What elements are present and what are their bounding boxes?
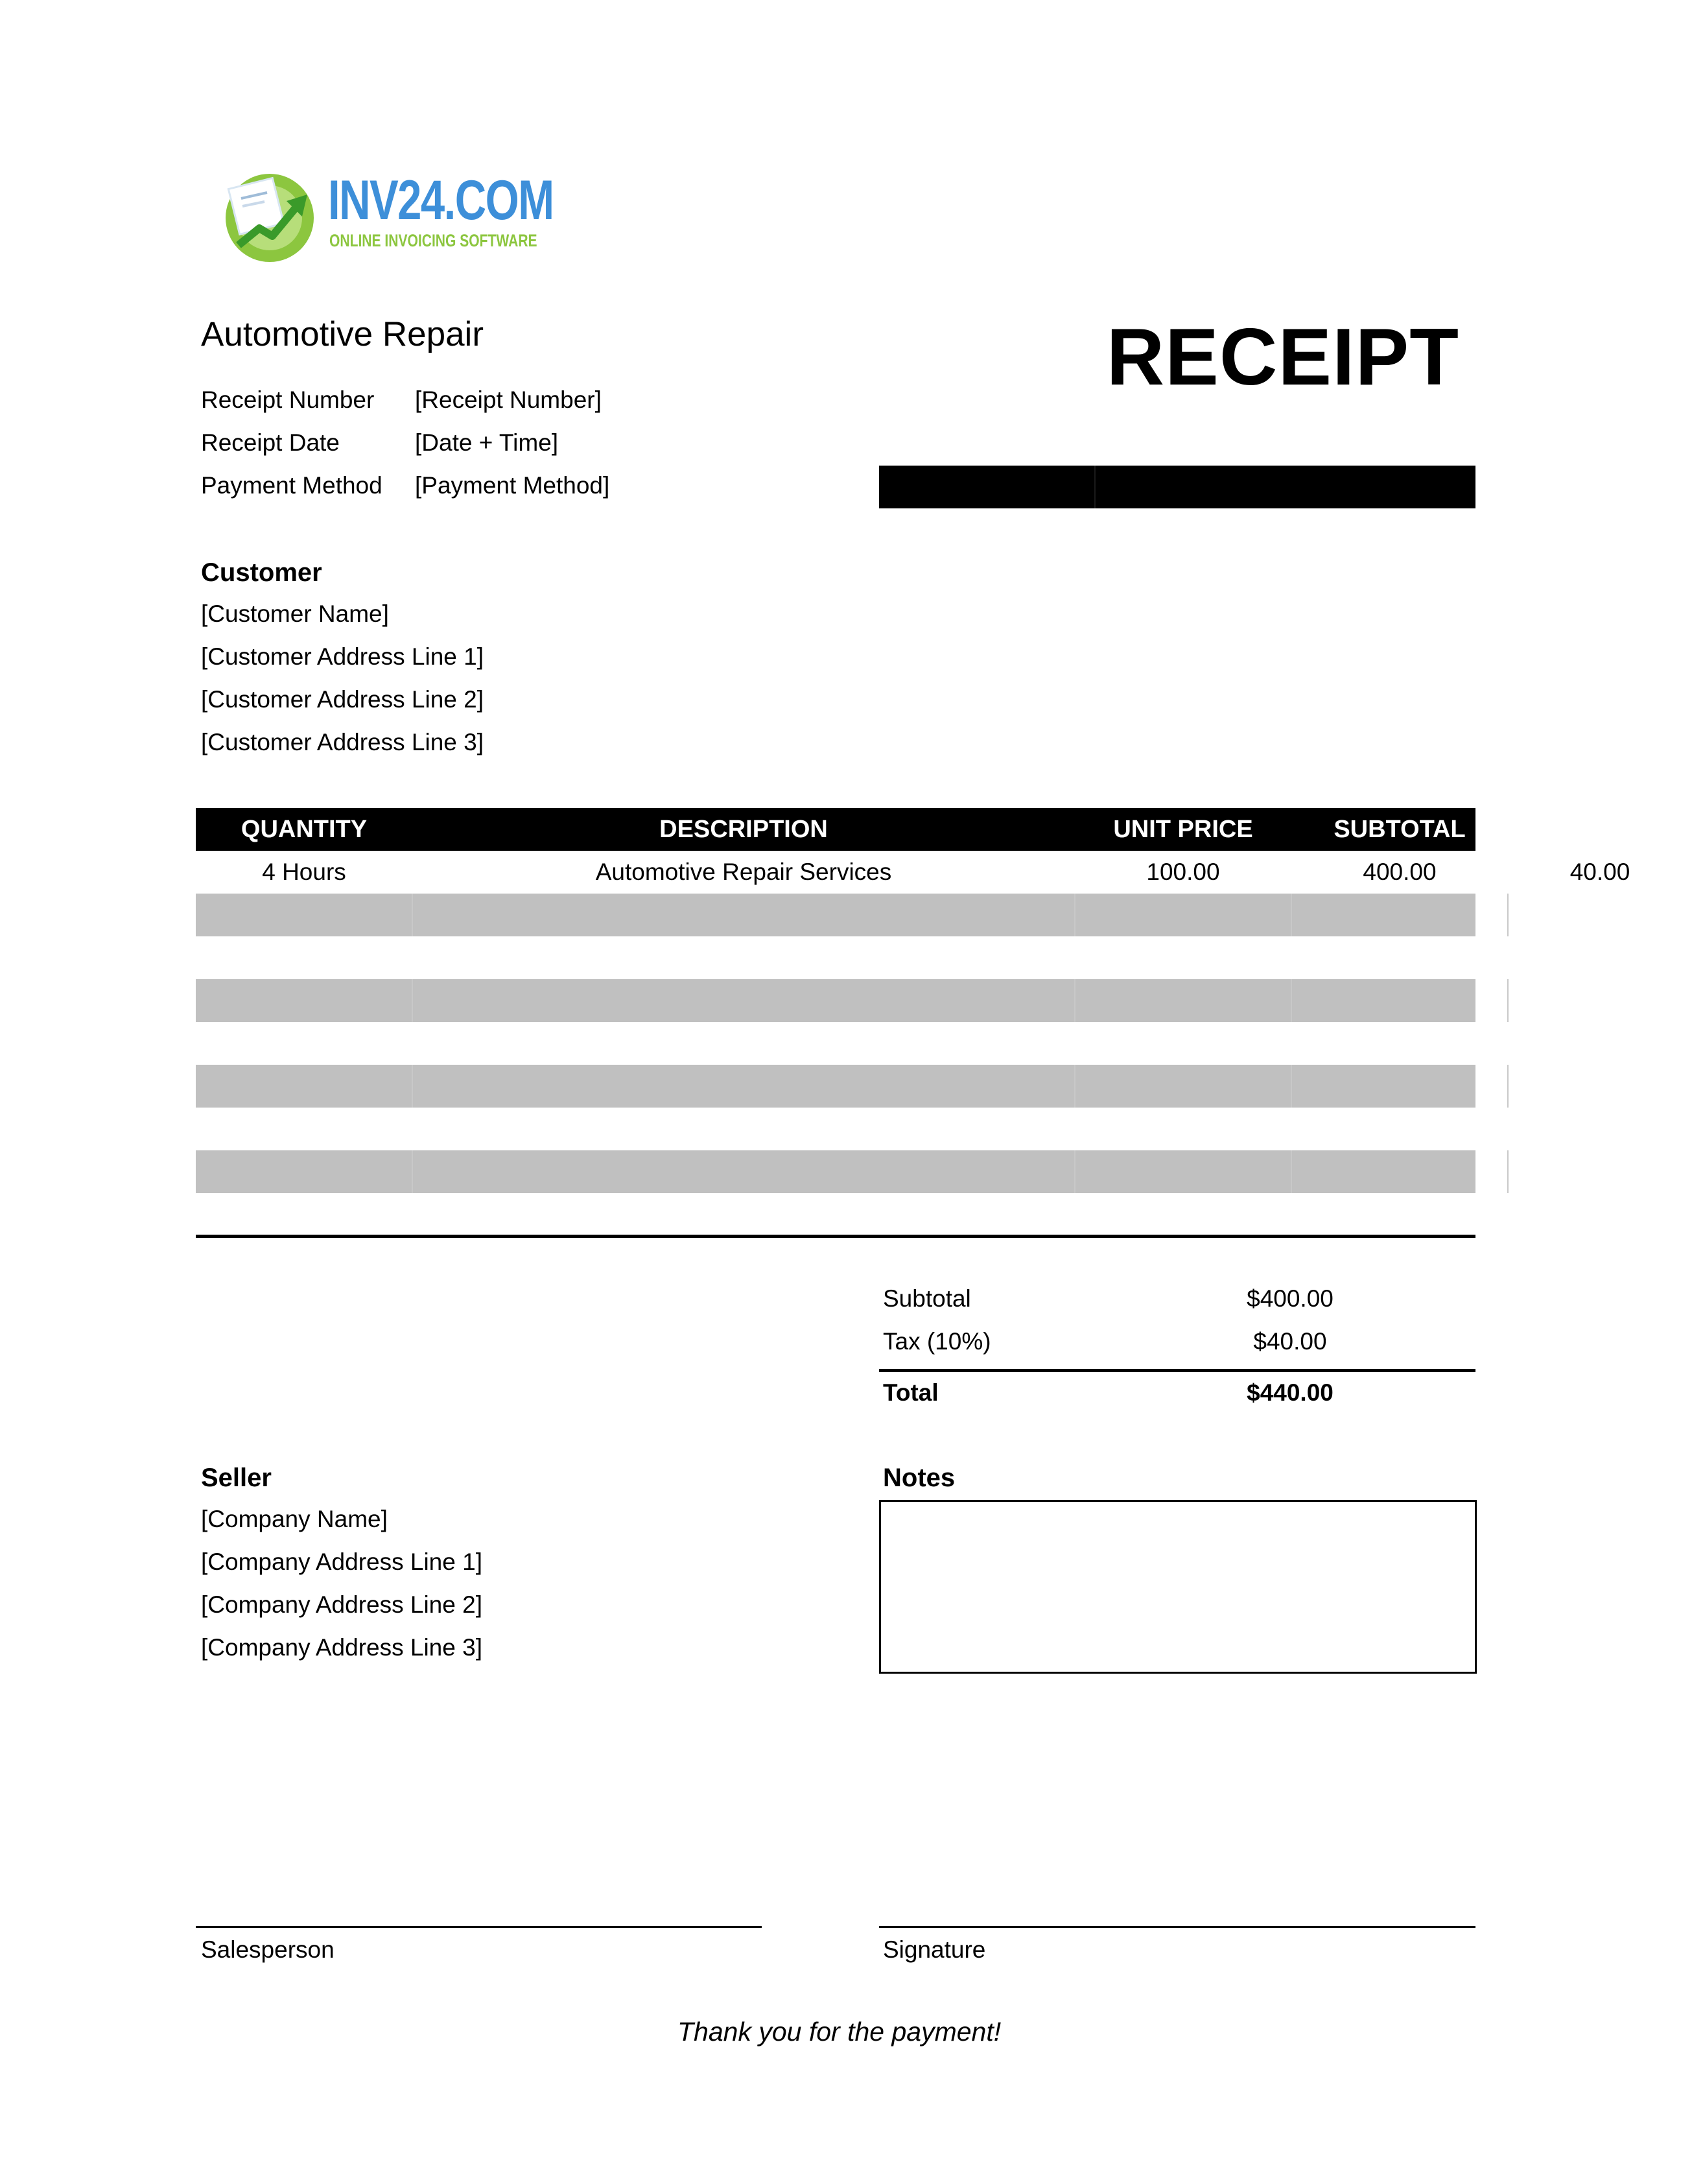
- table-row: [196, 851, 1630, 894]
- seller-heading: Seller: [201, 1464, 272, 1492]
- header-bar: [879, 466, 1475, 508]
- items-table: [196, 808, 1630, 1236]
- column-header-subtotal: SUBTOTAL: [1334, 816, 1466, 843]
- signature-line: [879, 1926, 1475, 1928]
- customer-address-line-1: [Customer Address Line 1]: [201, 643, 484, 670]
- receipt-date-label: Receipt Date: [201, 429, 340, 456]
- row-quantity: 4 Hours: [262, 859, 346, 885]
- table-row-empty: [196, 979, 1475, 1022]
- signature-label: Signature: [883, 1936, 986, 1963]
- logo-chart-icon: [219, 169, 323, 263]
- total-value: $440.00: [1247, 1379, 1334, 1406]
- subtotal-value: $400.00: [1247, 1285, 1334, 1312]
- salesperson-line: [196, 1926, 762, 1928]
- company-name: [Company Name]: [201, 1506, 388, 1532]
- totals-rule: [879, 1369, 1475, 1372]
- thank-you-message: Thank you for the payment!: [677, 2017, 1002, 2047]
- customer-address-line-2: [Customer Address Line 2]: [201, 686, 484, 713]
- total-label: Total: [883, 1379, 939, 1406]
- row-subtotal: 400.00: [1363, 859, 1437, 885]
- column-header-unit-price: UNIT PRICE: [1113, 816, 1253, 843]
- notes-heading: Notes: [883, 1464, 956, 1492]
- company-address-line-3: [Company Address Line 3]: [201, 1634, 482, 1661]
- table-row-empty: [196, 936, 1475, 979]
- table-row-empty: [196, 1022, 1475, 1065]
- customer-address-line-3: [Customer Address Line 3]: [201, 729, 484, 755]
- company-logo: [219, 167, 554, 265]
- tax-value: $40.00: [1253, 1328, 1327, 1355]
- row-description: Automotive Repair Services: [595, 859, 892, 885]
- logo-name: INV24.COM: [328, 169, 554, 231]
- customer-heading: Customer: [201, 558, 322, 587]
- notes-box[interactable]: [879, 1500, 1477, 1674]
- table-row-empty: [196, 1150, 1475, 1193]
- table-row-empty: [196, 1065, 1475, 1108]
- document-title: RECEIPT: [1106, 313, 1459, 402]
- table-row-empty: [196, 1108, 1475, 1150]
- logo-tagline: ONLINE INVOICING SOFTWARE: [329, 231, 537, 250]
- company-address-line-1: [Company Address Line 1]: [201, 1549, 482, 1575]
- payment-method-label: Payment Method: [201, 472, 382, 499]
- table-row-empty: [196, 894, 1475, 936]
- column-header-description: DESCRIPTION: [659, 816, 828, 843]
- receipt-date-value: [Date + Time]: [415, 429, 559, 456]
- business-name: Automotive Repair: [201, 315, 484, 353]
- column-header-tax: TAX: [1576, 816, 1624, 843]
- table-row-empty: [196, 1193, 1475, 1236]
- receipt-number-value: [Receipt Number]: [415, 386, 602, 413]
- company-address-line-2: [Company Address Line 2]: [201, 1591, 482, 1618]
- payment-method-value: [Payment Method]: [415, 472, 610, 499]
- table-header: [196, 808, 1624, 851]
- table-bottom-rule: [196, 1235, 1475, 1238]
- row-tax: 40.00: [1569, 859, 1630, 885]
- column-header-quantity: QUANTITY: [241, 816, 368, 843]
- salesperson-label: Salesperson: [201, 1936, 335, 1963]
- receipt-number-label: Receipt Number: [201, 386, 375, 413]
- customer-name: [Customer Name]: [201, 600, 389, 627]
- tax-label: Tax (10%): [883, 1328, 991, 1355]
- row-unit-price: 100.00: [1146, 859, 1220, 885]
- subtotal-label: Subtotal: [883, 1285, 971, 1312]
